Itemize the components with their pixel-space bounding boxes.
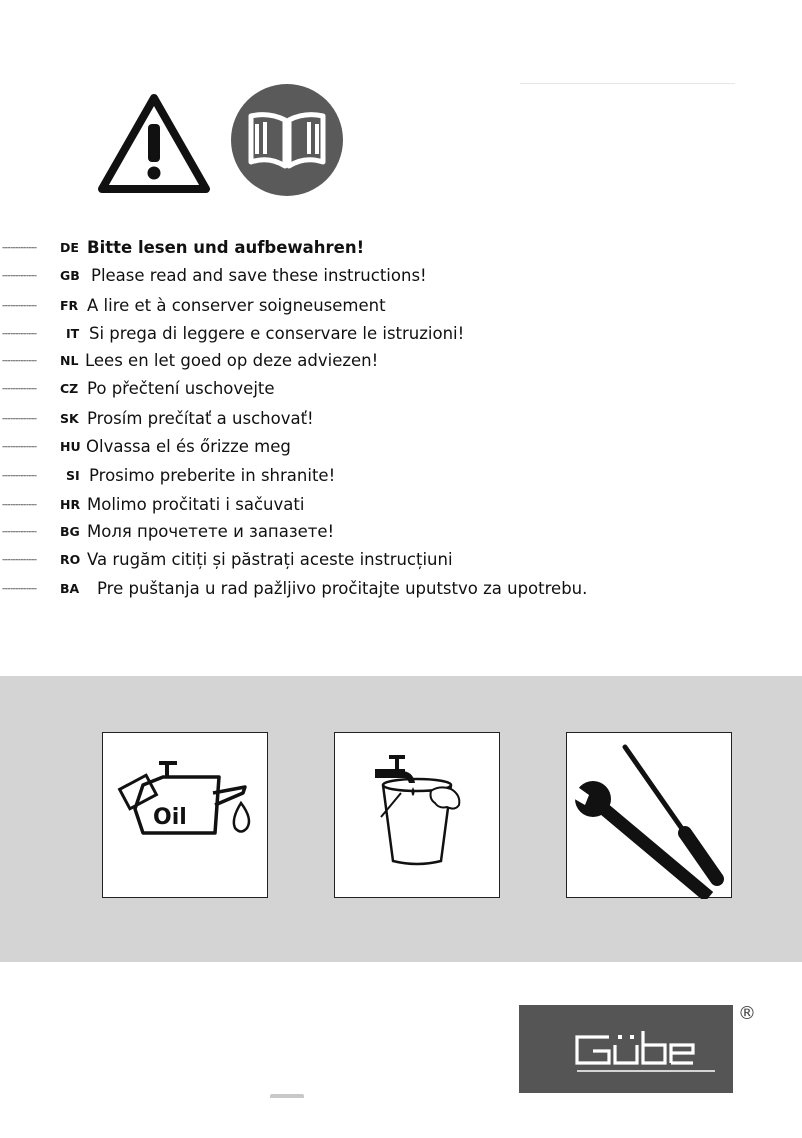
language-code: GB <box>60 268 80 283</box>
dash-leader: ------------- <box>2 471 37 481</box>
instruction-text: Olvassa el és őrizze meg <box>86 437 291 456</box>
instruction-text: Si prega di leggere e conservare le istruzioni! <box>89 324 465 343</box>
dash-leader: ------------- <box>2 384 37 394</box>
tools-panel <box>566 732 732 898</box>
language-code: HR <box>60 497 81 512</box>
language-code: SI <box>66 468 80 483</box>
instruction-text: Please read and save these instructions! <box>91 266 427 285</box>
instruction-text: Моля прочетете и запазете! <box>87 522 335 541</box>
dash-leader: ------------- <box>2 414 37 424</box>
language-code: BG <box>60 524 80 539</box>
language-code: CZ <box>60 381 79 396</box>
instruction-text: A lire et à conserver soigneusement <box>87 296 386 315</box>
dash-leader: ------------- <box>2 500 37 510</box>
dash-leader: ------------- <box>2 527 37 537</box>
dash-leader: ------------- <box>2 329 37 339</box>
oil-can-icon <box>103 733 269 899</box>
language-code: NL <box>60 353 79 368</box>
instruction-text: Po přečtení uschovejte <box>87 379 275 398</box>
instruction-text: Prosím prečítať a uschovať! <box>87 409 314 428</box>
language-code: RO <box>60 552 81 567</box>
language-code: IT <box>66 326 80 341</box>
instruction-text: Molimo pročitati i sačuvati <box>87 495 305 514</box>
wrench-screwdriver-icon <box>567 733 733 899</box>
dash-leader: ------------- <box>2 555 37 565</box>
dash-leader: ------------- <box>2 442 37 452</box>
oil-panel <box>102 732 268 898</box>
dash-leader: ------------- <box>2 301 37 311</box>
dash-leader: ------------- <box>2 584 37 594</box>
dash-leader: ------------- <box>2 243 37 253</box>
bottom-decoration <box>270 1094 304 1098</box>
language-code: SK <box>60 411 79 426</box>
instruction-text: Prosimo preberite in shranite! <box>89 466 336 485</box>
instruction-text: Pre puštanja u rad pažljivo pročitajte uputstvo za upotrebu. <box>97 579 588 598</box>
instruction-text: Lees en let goed op deze adviezen! <box>85 351 379 370</box>
bucket-tap-cleaning-icon <box>335 733 501 899</box>
language-code: DE <box>60 240 79 255</box>
registered-mark: ® <box>738 1003 756 1024</box>
dash-leader: ------------- <box>2 356 37 366</box>
instruction-text: Va rugăm citiți și păstrați aceste instrucțiuni <box>87 550 453 569</box>
language-code: FR <box>60 298 79 313</box>
instruction-text: Bitte lesen und aufbewahren! <box>87 238 365 257</box>
gude-logo <box>519 1005 733 1093</box>
dash-leader: ------------- <box>2 271 37 281</box>
oil-label: Oil <box>153 805 187 830</box>
language-code: BA <box>60 581 80 596</box>
cleaning-panel <box>334 732 500 898</box>
language-code: HU <box>60 439 81 454</box>
